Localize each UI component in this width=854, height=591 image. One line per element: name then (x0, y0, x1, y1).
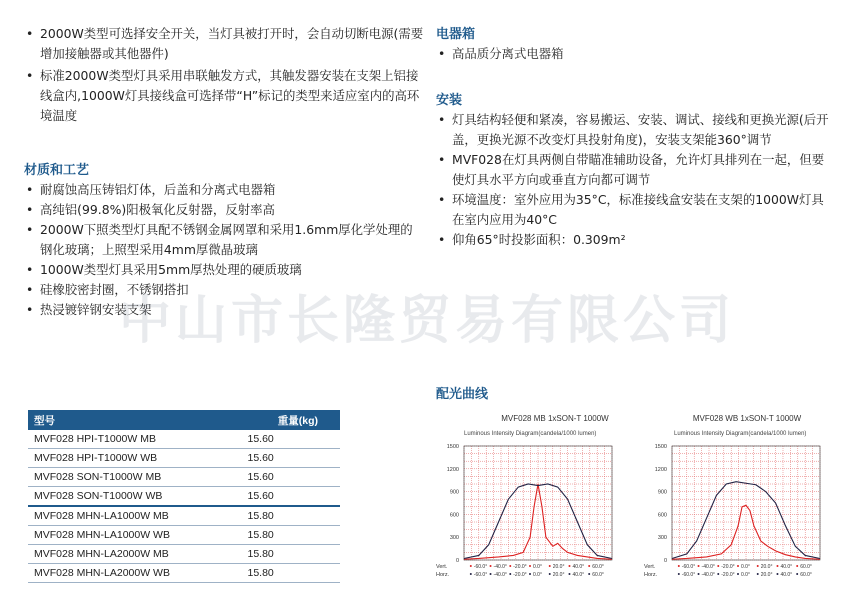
y-tick-label: 600 (657, 512, 667, 519)
tick-marker (776, 565, 778, 567)
tick-marker (490, 573, 492, 575)
cell-type: MVF028 MHN-LA1000W WB (28, 526, 242, 545)
table-row (28, 430, 340, 449)
x-tick-label: 20.0° (552, 572, 565, 578)
gear-box-section (436, 26, 836, 64)
list-item: • 环境温度：室外应用为35°C，标准接线盒安装在支架的1000W灯具在室内应用为40°C (436, 190, 836, 230)
y-tick-label: 1500 (446, 444, 459, 450)
tick-marker (717, 573, 719, 575)
x-tick-label: -20.0° (513, 564, 527, 570)
y-tick-label: 0 (663, 558, 667, 564)
y-tick-label: 900 (657, 489, 667, 496)
cell-type: MVF028 SON-T1000W WB (28, 487, 242, 507)
tick-marker (490, 565, 492, 567)
chart-subtitle: Luminous Intensity Diagram(candela/1000 lumen) (464, 431, 597, 437)
cell-type: MVF028 HPI-T1000W MB (28, 430, 242, 449)
x-tick-label: 20.0° (760, 564, 773, 570)
list-item: • 标准2000W类型灯具采用串联触发方式，其触发器安装在支架上铝接线盒内,1000W灯具接线盒可选择带“H”标记的类型来适应室内的高环境温度 (24, 66, 424, 126)
x-tick-label: -20.0° (721, 564, 735, 570)
list-item: • 2000W下照类型灯具配不锈钢金属网罩和采用1.6mm厚化学处理的钢化玻璃；上照型采用4mm厚微晶玻璃 (24, 220, 424, 260)
installation-section (436, 92, 836, 250)
x-tick-label: -20.0° (513, 572, 527, 578)
tick-marker (549, 573, 551, 575)
cell-type: MVF028 MHN-LA2000W MB (28, 545, 242, 564)
x-tick-label: -60.0° (473, 564, 488, 570)
table-row (28, 449, 340, 468)
x-tick-label: 60.0° (800, 564, 812, 570)
materials-heading: 材质和工艺 (24, 163, 90, 178)
list-item: • 硅橡胶密封圈，不锈钢搭扣 (24, 280, 424, 300)
tick-marker (757, 573, 759, 575)
row-label: Horz. (644, 572, 658, 578)
tick-marker (737, 573, 739, 575)
y-tick-label: 1500 (654, 444, 667, 450)
x-tick-label: -60.0° (681, 564, 696, 570)
y-tick-label: 1200 (446, 466, 459, 473)
list-item: • MVF028在灯具两侧自带瞄准辅助设备，允许灯具排列在一起，但要使灯具水平方向或垂直方向都可调节 (436, 150, 836, 190)
list-item: • 耐腐蚀高压铸铝灯体，后盖和分离式电器箱 (24, 180, 424, 200)
x-tick-label: 40.0° (572, 564, 585, 570)
list-item: • 灯具结构轻便和紧凑，容易搬运、安装、调试、接线和更换光源(后开盖，更换光源不改变灯具投射角度)，安装支架能360°调节 (436, 110, 836, 150)
table-row (28, 506, 340, 526)
table-row (28, 564, 340, 583)
x-tick-label: 20.0° (552, 564, 565, 570)
tick-marker (588, 573, 590, 575)
intro-bullets (24, 24, 424, 126)
cell-weight: 15.60 (242, 468, 341, 487)
x-tick-label: 0.0° (533, 572, 542, 578)
x-tick-label: -40.0° (701, 572, 715, 578)
tick-marker (509, 573, 511, 575)
cell-weight: 15.80 (242, 506, 341, 526)
chart-subtitle: Luminous Intensity Diagram(candela/1000 lumen) (674, 431, 807, 437)
x-tick-label: 0.0° (741, 572, 750, 578)
y-tick-label: 900 (449, 489, 459, 496)
list-item: • 热浸镀锌钢安装支架 (24, 300, 424, 320)
x-tick-label: -40.0° (701, 564, 715, 570)
tick-marker (568, 565, 570, 567)
tick-marker (470, 573, 472, 575)
y-tick-label: 600 (449, 512, 459, 519)
tick-marker (698, 565, 700, 567)
tick-marker (568, 573, 570, 575)
table-row (28, 487, 340, 507)
list-item: • 仰角65°时投影面积：0.309m² (436, 230, 836, 250)
col-type-header: 型号 (28, 410, 242, 430)
x-tick-label: 60.0° (800, 572, 812, 578)
watermark: 中山市长隆贸易有限公司 (118, 291, 735, 351)
cell-type: MVF028 MHN-LA1000W MB (28, 506, 242, 526)
x-tick-label: -60.0° (473, 572, 488, 578)
gear-box-heading: 电器箱 (436, 27, 476, 42)
chart-title: MVF028 MB 1xSON-T 1000W (501, 414, 609, 423)
spec-table (28, 410, 340, 583)
x-tick-label: 20.0° (760, 572, 773, 578)
table-header (28, 410, 340, 430)
cell-weight: 15.80 (242, 564, 341, 583)
tick-marker (757, 565, 759, 567)
x-tick-label: 40.0° (780, 564, 793, 570)
tick-marker (470, 565, 472, 567)
list-item: • 1000W类型灯具采用5mm厚热处理的硬质玻璃 (24, 260, 424, 280)
cell-weight: 15.60 (242, 487, 341, 507)
list-item: • 高纯铝(99.8%)阳极氧化反射器，反射率高 (24, 200, 424, 220)
list-item: • 高品质分离式电器箱 (436, 44, 836, 64)
x-tick-label: 0.0° (533, 564, 542, 570)
tick-marker (717, 565, 719, 567)
tick-marker (529, 565, 531, 567)
y-tick-label: 300 (657, 535, 667, 542)
tick-marker (737, 565, 739, 567)
x-tick-label: -60.0° (681, 572, 696, 578)
row-label: Horz. (436, 572, 450, 578)
x-tick-label: 40.0° (572, 572, 585, 578)
light-distribution-chart-wb (638, 438, 828, 584)
table-row (28, 545, 340, 564)
x-tick-label: -40.0° (493, 564, 507, 570)
materials-section (24, 162, 424, 320)
installation-heading: 安装 (436, 93, 463, 108)
x-tick-label: -40.0° (493, 572, 507, 578)
row-label: Vert. (644, 564, 656, 570)
cell-weight: 15.80 (242, 526, 341, 545)
row-label: Vert. (436, 564, 448, 570)
y-tick-label: 300 (449, 535, 459, 542)
chart-title: MVF028 WB 1xSON-T 1000W (692, 414, 802, 423)
x-tick-label: 60.0° (592, 572, 604, 578)
tick-marker (529, 573, 531, 575)
x-tick-label: 40.0° (780, 572, 793, 578)
cell-weight: 15.60 (242, 430, 341, 449)
curves-heading: 配光曲线 (436, 387, 489, 402)
list-item: • 2000W类型可选择安全开关，当灯具被打开时，会自动切断电源(需要增加接触器或其他器件) (24, 24, 424, 64)
cell-type: MVF028 HPI-T1000W WB (28, 449, 242, 468)
x-tick-label: 60.0° (592, 564, 604, 570)
x-tick-label: -20.0° (721, 572, 735, 578)
table-row (28, 468, 340, 487)
tick-marker (698, 573, 700, 575)
tick-marker (776, 573, 778, 575)
cell-type: MVF028 MHN-LA2000W WB (28, 564, 242, 583)
cell-weight: 15.60 (242, 449, 341, 468)
y-tick-label: 0 (455, 558, 459, 564)
tick-marker (678, 573, 680, 575)
series-line (464, 484, 612, 558)
col-weight-header: 重量(kg) (242, 410, 341, 430)
cell-weight: 15.80 (242, 545, 341, 564)
x-tick-label: 0.0° (741, 564, 750, 570)
tick-marker (796, 565, 798, 567)
table-row (28, 526, 340, 545)
tick-marker (796, 573, 798, 575)
tick-marker (549, 565, 551, 567)
tick-marker (588, 565, 590, 567)
cell-type: MVF028 SON-T1000W MB (28, 468, 242, 487)
tick-marker (509, 565, 511, 567)
y-tick-label: 1200 (654, 466, 667, 473)
light-distribution-chart-mb (430, 438, 620, 584)
tick-marker (678, 565, 680, 567)
